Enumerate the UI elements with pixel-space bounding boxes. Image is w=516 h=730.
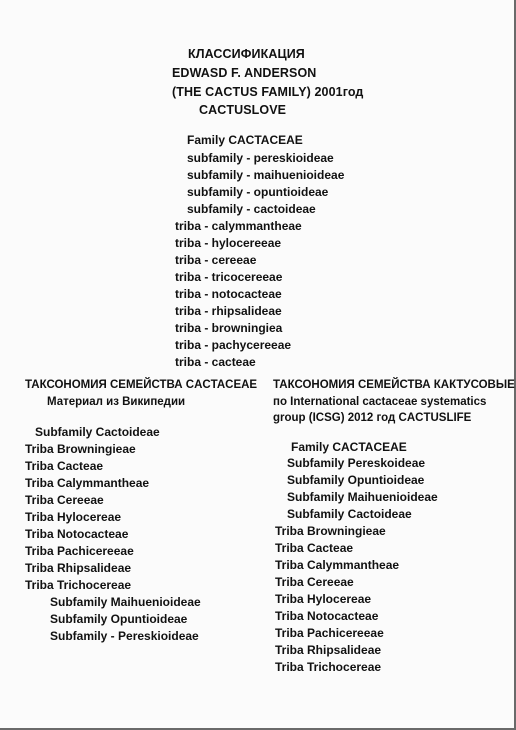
right-column-subtitle: group (ICSG) 2012 год CACTUSLIFE — [273, 412, 472, 424]
classification-title: КЛАССИФИКАЦИЯ — [188, 47, 305, 61]
left-tribe: Triba Cacteae — [25, 459, 104, 473]
classification-tribe: triba - rhipsalideae — [175, 304, 282, 318]
classification-tribe: triba - tricocereeae — [175, 270, 283, 284]
classification-subfamily: subfamily - maihuenioideae — [187, 168, 345, 182]
right-tribe: Triba Cacteae — [275, 541, 354, 555]
right-tribe: Triba Calymmantheae — [275, 558, 400, 572]
right-family: Family CACTACEAE — [291, 440, 407, 454]
left-column-title: ТАКСОНОМИЯ СЕМЕЙСТВА CACTACEAE — [25, 379, 258, 391]
right-tribe: Triba Notocacteae — [275, 609, 379, 623]
classification-tribe: triba - pachycereeae — [175, 338, 292, 352]
right-tribe: Triba Browningieae — [275, 524, 386, 538]
left-tribe: Triba Pachicereeae — [25, 544, 134, 558]
classification-family: Family CACTACEAE — [187, 133, 303, 147]
classification-subfamily: subfamily - cactoideae — [187, 202, 316, 216]
classification-tribe: triba - hylocereeae — [175, 236, 282, 250]
left-tribe: Triba Calymmantheae — [25, 476, 150, 490]
left-tribe: Triba Notocacteae — [25, 527, 129, 541]
right-column-title: ТАКСОНОМИЯ СЕМЕЙСТВА КАКТУСОВЫЕ — [273, 379, 515, 391]
right-tribe: Triba Pachicereeae — [275, 626, 384, 640]
classification-tribe: triba - notocacteae — [175, 287, 282, 301]
classification-site: CACTUSLOVE — [199, 103, 287, 117]
classification-source: (THE CACTUS FAMILY) 2001год — [172, 85, 364, 99]
right-subfamily: Subfamily Maihuenioideae — [287, 490, 438, 504]
left-tribe: Triba Trichocereae — [25, 578, 132, 592]
right-subfamily: Subfamily Cactoideae — [287, 507, 412, 521]
left-column-subtitle: Материал из Википедии — [47, 396, 186, 408]
left-subfamily: Subfamily Maihuenioideae — [50, 595, 201, 609]
left-tribe: Triba Browningieae — [25, 442, 136, 456]
right-tribe: Triba Rhipsalideae — [275, 643, 382, 657]
left-subfamily: Subfamily Opuntioideae — [50, 612, 188, 626]
right-tribe: Triba Cereeae — [275, 575, 354, 589]
left-subfamily-head: Subfamily Cactoideae — [35, 425, 160, 439]
right-tribe: Triba Hylocereae — [275, 592, 372, 606]
classification-subfamily: subfamily - pereskioideae — [187, 151, 334, 165]
right-column-subtitle: по International cactaceae systematics — [273, 396, 487, 408]
classification-tribe: triba - browningiea — [175, 321, 283, 335]
left-tribe: Triba Rhipsalideae — [25, 561, 132, 575]
left-tribe: Triba Cereeae — [25, 493, 104, 507]
classification-tribe: triba - cacteae — [175, 355, 256, 369]
classification-tribe: triba - calymmantheae — [175, 219, 302, 233]
right-subfamily: Subfamily Opuntioideae — [287, 473, 425, 487]
right-subfamily: Subfamily Pereskoideae — [287, 456, 426, 470]
right-tribe: Triba Trichocereae — [275, 660, 382, 674]
left-subfamily: Subfamily - Pereskioideae — [50, 629, 199, 643]
left-tribe: Triba Hylocereae — [25, 510, 122, 524]
classification-author: EDWASD F. ANDERSON — [172, 66, 317, 80]
classification-subfamily: subfamily - opuntioideae — [187, 185, 329, 199]
classification-tribe: triba - cereeae — [175, 253, 257, 267]
